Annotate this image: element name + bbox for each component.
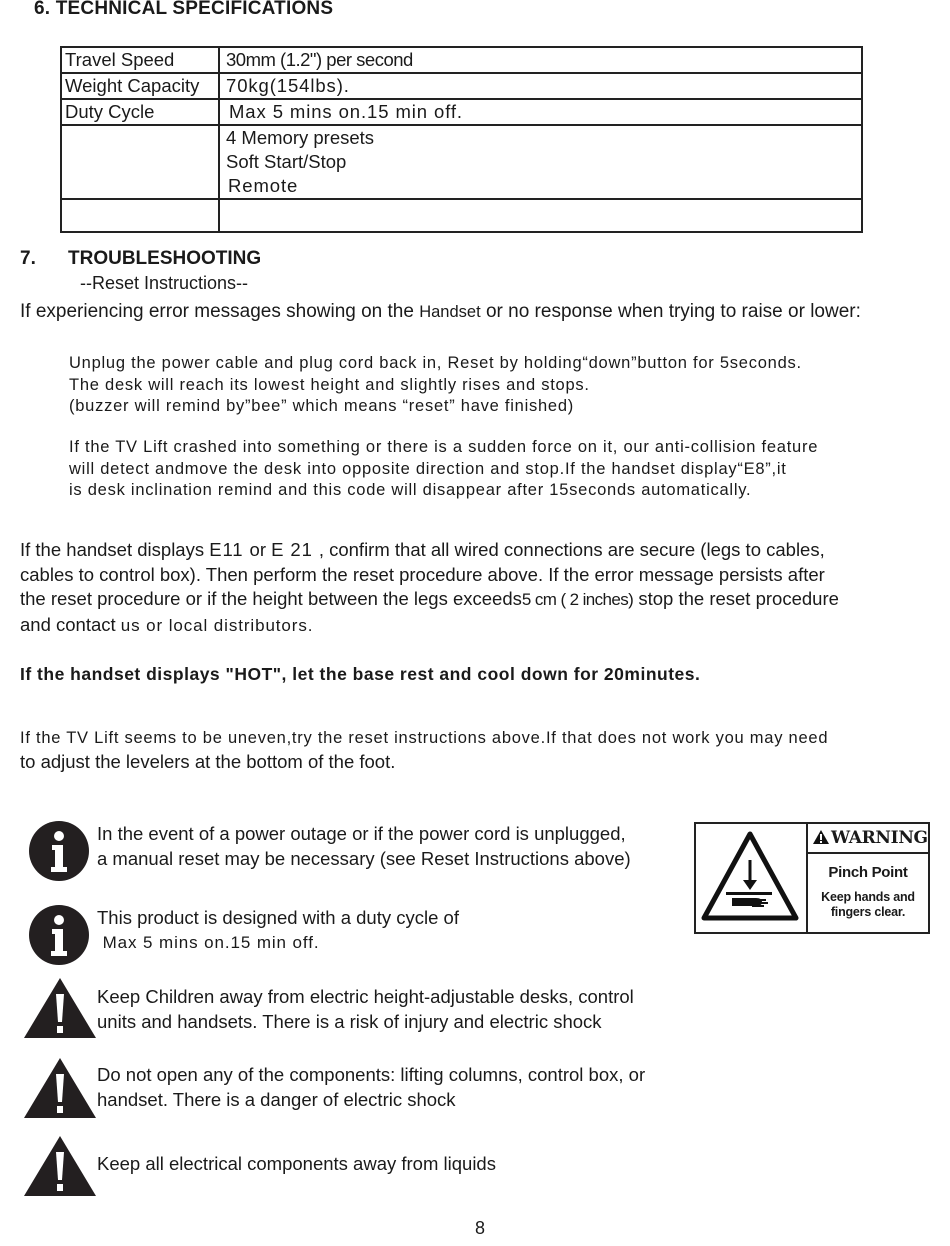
uneven-line: to adjust the levelers at the bottom of the foot. <box>20 751 396 772</box>
reset-line: The desk will reach its lowest height and slightly rises and stops. <box>69 375 590 394</box>
spec-label: Travel Speed <box>61 47 219 73</box>
section-7-heading: TROUBLESHOOTING <box>68 248 262 269</box>
table-row <box>61 73 862 99</box>
table-row <box>61 199 862 232</box>
spec-label-empty <box>61 125 219 199</box>
spec-value: Max 5 mins on.15 min off. <box>219 99 862 125</box>
error-line: and contact us or local distributors. <box>20 613 314 635</box>
feature-item: Remote <box>228 175 299 196</box>
uneven-line: If the TV Lift seems to be uneven,try the reset instructions above.If that does not work you may need <box>20 729 829 747</box>
spec-value: 30mm (1.2") per second <box>219 47 862 73</box>
spec-value: 70kg(154lbs). <box>219 73 862 99</box>
feature-item: 4 Memory presets <box>226 127 375 148</box>
note-text: Keep Children away from electric height-adjustable desks, control units and handsets. There is a risk of injury and electric shock <box>97 986 634 1032</box>
reset-line: (buzzer will remind by”bee” which means “reset” have finished) <box>69 397 575 415</box>
spec-label: Duty Cycle <box>61 99 219 125</box>
page-number: 8 <box>475 1218 486 1238</box>
error-line: If the handset displays E11 or E 21 , confirm that all wired connections are secure (legs to cables, <box>20 539 825 560</box>
section-6-heading: 6. TECHNICAL SPECIFICATIONS <box>34 0 334 19</box>
reset-line: Unplug the power cable and plug cord back in, Reset by holding“down”button for 5seconds. <box>69 354 802 372</box>
error-line: the reset procedure or if the height between the legs exceeds5 cm ( 2 inches) stop the reset procedure <box>20 588 839 609</box>
error-line: cables to control box). Then perform the reset procedure above. If the error message persists after <box>20 563 825 585</box>
pinch-point-panel <box>696 824 808 932</box>
reset-subtitle: --Reset Instructions-- <box>80 273 249 293</box>
note-text: In the event of a power outage or if the power cord is unplugged, a manual reset may be necessary (see Reset Instructions above) <box>97 823 631 869</box>
warning-header: WARNING <box>808 824 928 854</box>
spec-label-empty <box>61 199 219 232</box>
note-text: Do not open any of the components: lifting columns, control box, or handset. There is a danger of electric shock <box>97 1064 646 1110</box>
info-icon <box>28 904 90 966</box>
warning-label <box>694 822 930 934</box>
collision-line: will detect andmove the desk into opposite direction and stop.If the handset display“E8”,it <box>69 459 787 478</box>
note-text: This product is designed with a duty cycle of Max 5 mins on.15 min off. <box>97 907 459 952</box>
collision-paragraph <box>69 437 818 502</box>
spec-table <box>60 46 863 233</box>
hot-line: If the handset displays "HOT", let the base rest and cool down for 20minutes. <box>20 664 701 684</box>
table-row <box>61 47 862 73</box>
collision-line: If the TV Lift crashed into something or there is a sudden force on it, our anti-collision feature <box>69 438 819 456</box>
spec-features <box>219 125 862 199</box>
collision-line: is desk inclination remind and this code will disappear after 15seconds automatically. <box>69 481 752 499</box>
warning-title: Pinch Point <box>828 864 908 881</box>
info-icon <box>28 820 90 882</box>
spec-value-empty <box>219 199 862 232</box>
warning-icon <box>812 829 830 845</box>
caution-icon <box>22 1134 98 1198</box>
pinch-point-icon <box>696 824 804 930</box>
table-row <box>61 99 862 125</box>
error-paragraph <box>20 538 839 638</box>
table-row <box>61 125 862 199</box>
note-text: Keep all electrical components away from liquids <box>97 1153 496 1174</box>
feature-item: Soft Start/Stop <box>226 151 347 172</box>
intro-line: If experiencing error messages showing on the Handset or no response when trying to raise or lower: <box>20 301 861 322</box>
reset-instructions <box>69 353 802 418</box>
spec-label: Weight Capacity <box>61 73 219 99</box>
section-7-number: 7. <box>20 248 36 269</box>
warning-text: Keep hands and fingers clear. <box>821 890 915 919</box>
caution-icon <box>22 976 98 1040</box>
caution-icon <box>22 1056 98 1120</box>
